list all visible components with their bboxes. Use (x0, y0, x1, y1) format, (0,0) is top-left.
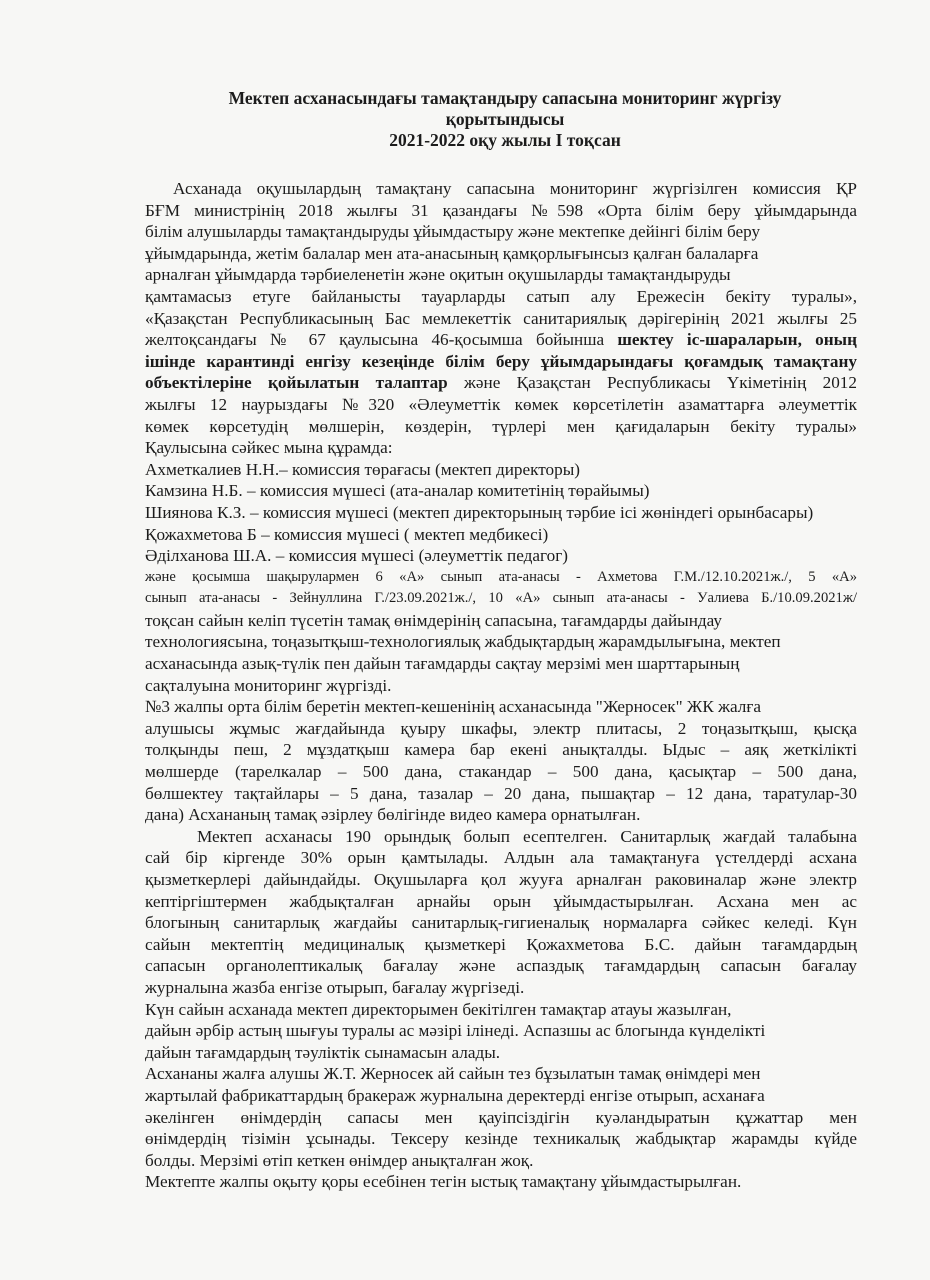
text-line: Асхананы жалға алушы Ж.Т. Жерносек ай сайын тез бұзылатын тамақ өнімдері мен (145, 1064, 761, 1084)
text-line: Асханада оқушылардың тамақтану сапасына мониторинг жүргізілген комиссия ҚР (173, 179, 857, 198)
text-line: жартылай фабрикаттардың бракераж журналына деректерді енгізе отырып, асханаға (145, 1085, 765, 1105)
document-title (145, 88, 865, 151)
text-line: бөлшектеу тақтайлары – 5 дана, тазалар – 20 дана, пышақтар – 12 дана, таратулар-30 (145, 783, 857, 803)
text-line: Қожахметова Б – комиссия мүшесі ( мектеп медбикесі) (145, 524, 549, 544)
text-line: сайын мектептің медициналық қызметкері Қожахметова Б.С. дайын тағамдардың (145, 934, 857, 954)
text-line: қамтамасыз етуге байланысты тауарларды сатып алу Ережесін бекіту туралы», (145, 286, 857, 306)
text-line: қызметкерлері дайындайды. Оқушыларға қол жууға арналған раковиналар және электр (145, 870, 857, 889)
text-line: ішінде карантинді енгізу кезеңінде білім беру ұйымдарындағы қоғамдық тамақтану (145, 351, 857, 371)
text-line: технологиясына, тоңазытқыш-технологиялық жабдықтардың жарамдылығына, мектеп (145, 632, 781, 652)
text-line: білім алушыларды тамақтандыруды ұйымдастыру және мектепке дейінгі білім беру (145, 222, 761, 242)
text-line: сапасын органолептикалық бағалау және аспаздық тағамдардың сапасын бағалау (145, 956, 857, 976)
text-line: БҒМ министрінің 2018 жылғы 31 қазандағы №598 «Орта білім беру ұйымдарында (145, 200, 857, 220)
text-line: асханасында азық-түлік пен дайын тағамдарды сақтау мерзімі мен шарттарының (145, 654, 740, 674)
text-line: және қосымша шақырулармен 6 «А» сынып ата-анасы - Ахметова Г.М./12.10.2021ж./, 5 «А» (145, 568, 857, 585)
text-line: Мектепте жалпы оқыту қоры есебінен тегін ыстық тамақтану ұйымдастырылған. (145, 1172, 742, 1192)
text-line: сынып ата-анасы - Зейнуллина Г./23.09.2021ж./, 10 «А» сынып ата-анасы - Уалиева Б./10.09.2021ж/ (145, 590, 857, 607)
text-line: толқынды пеш, 2 мұздатқыш камера бар екені анықталды. Ыдыс – аяқ жеткілікті (145, 740, 857, 760)
text-line: дайын әрбір астың шығуы туралы ас мәзірі ілінеді. Аспазшы ас блогында күнделікті (145, 1021, 766, 1041)
text-line: тоқсан сайын келіп түсетін тамақ өнімдерінің сапасына, тағамдарды дайындау (145, 610, 722, 630)
document-body (145, 178, 857, 1193)
text-line: Күн сайын асханада мектеп директорымен бекітілген тамақтар атауы жазылған, (145, 999, 732, 1019)
text-line: сай бір кіргенде 30% орын қамтылады. Алдын ала тамақтануға үстелдерді асхана (145, 848, 857, 868)
text-line: Шиянова К.З. – комиссия мүшесі (мектеп директорының тәрбие ісі жөніндегі орынбасары) (145, 502, 814, 522)
text-line: Мектеп асханасы 190 орындық болып есептелген. Санитарлық жағдай талабына (197, 826, 857, 846)
text-line: блогының санитарлық жағдайы санитарлық-гигиеналық нормаларға сәйкес келеді. Күн (145, 913, 857, 933)
text-line: дайын тағамдардың тәуліктік сынамасын алады. (145, 1042, 501, 1062)
text-line: «Қазақстан Республикасының Бас мемлекеттік санитариялық дәрігерінің 2021 жылғы 25 (145, 308, 857, 328)
text-line: кептіргіштермен жабдықталған арнайы орын ұйымдастырылған. Асхана мен ас (145, 891, 857, 911)
text-line: мөлшерде (тарелкалар – 500 дана, стакандар – 500 дана, қасықтар – 500 дана, (145, 762, 857, 782)
text-line: объектілеріне қойылатын талаптар және Қазақстан Республикасы Үкіметінің 2012 (145, 373, 857, 393)
text-line: ұйымдарында, жетім балалар мен ата-анасының қамқорлығынсыз қалған балаларға (145, 243, 759, 263)
text-line: сақталуына мониторинг жүргізді. (145, 675, 392, 695)
text-line: алушысы жұмыс жағдайында қуыру шкафы, электр плитасы, 2 тоңазытқыш, қысқа (145, 718, 857, 738)
text-line: Әділханова Ш.А. – комиссия мүшесі (әлеуметтік педагог) (145, 546, 568, 566)
text-line: көмек көрсетудің мөлшерін, көздерін, түрлері мен қағидаларын бекіту туралы» (145, 416, 857, 436)
text-line: әкелінген өнімдердің сапасы мен қауіпсіздігін куәландыратын құжаттар мен (145, 1107, 857, 1127)
text-line: болды. Мерзімі өтіп кеткен өнімдер анықталған жоқ. (145, 1150, 534, 1170)
text-line: арналған ұйымдарда тәрбиеленетін және оқитын оқушыларды тамақтандыруды (145, 265, 731, 285)
text-line: Ахметкалиев Н.Н.– комиссия төрағасы (мектеп директоры) (145, 459, 580, 479)
text-line: журналына жазба енгізе отырып, бағалау жүргізеді. (145, 977, 525, 997)
text-line: дана) Асхананың тамақ әзірлеу бөлігінде видео камера орнатылған. (145, 805, 641, 825)
text-line: желтоқсандағы № 67 қаулысына 46-қосымша бойынша шектеу іс-шараларын, оның (145, 330, 857, 350)
title-line-3: 2021-2022 оқу жылы І тоқсан (389, 130, 621, 150)
text-line: Қаулысына сәйкес мына құрамда: (145, 438, 393, 458)
text-line: өнімдердің тізімін ұсынады. Тексеру кезінде техникалық жабдықтар жарамды күйде (145, 1129, 857, 1149)
title-line-1: Мектеп асханасындағы тамақтандыру сапасына мониторинг жүргізу (228, 88, 782, 108)
text-line: жылғы 12 наурыздағы №320 «Әлеуметтік көмек көрсетілетін азаматтарға әлеуметтік (145, 394, 857, 414)
text-line: №3 жалпы орта білім беретін мектеп-кешенінің асханасында "Жерносек" ЖК жалға (145, 697, 761, 717)
title-line-2: қорытындысы (445, 109, 565, 129)
text-line: Камзина Н.Б. – комиссия мүшесі (ата-аналар комитетінің төрайымы) (145, 481, 650, 501)
